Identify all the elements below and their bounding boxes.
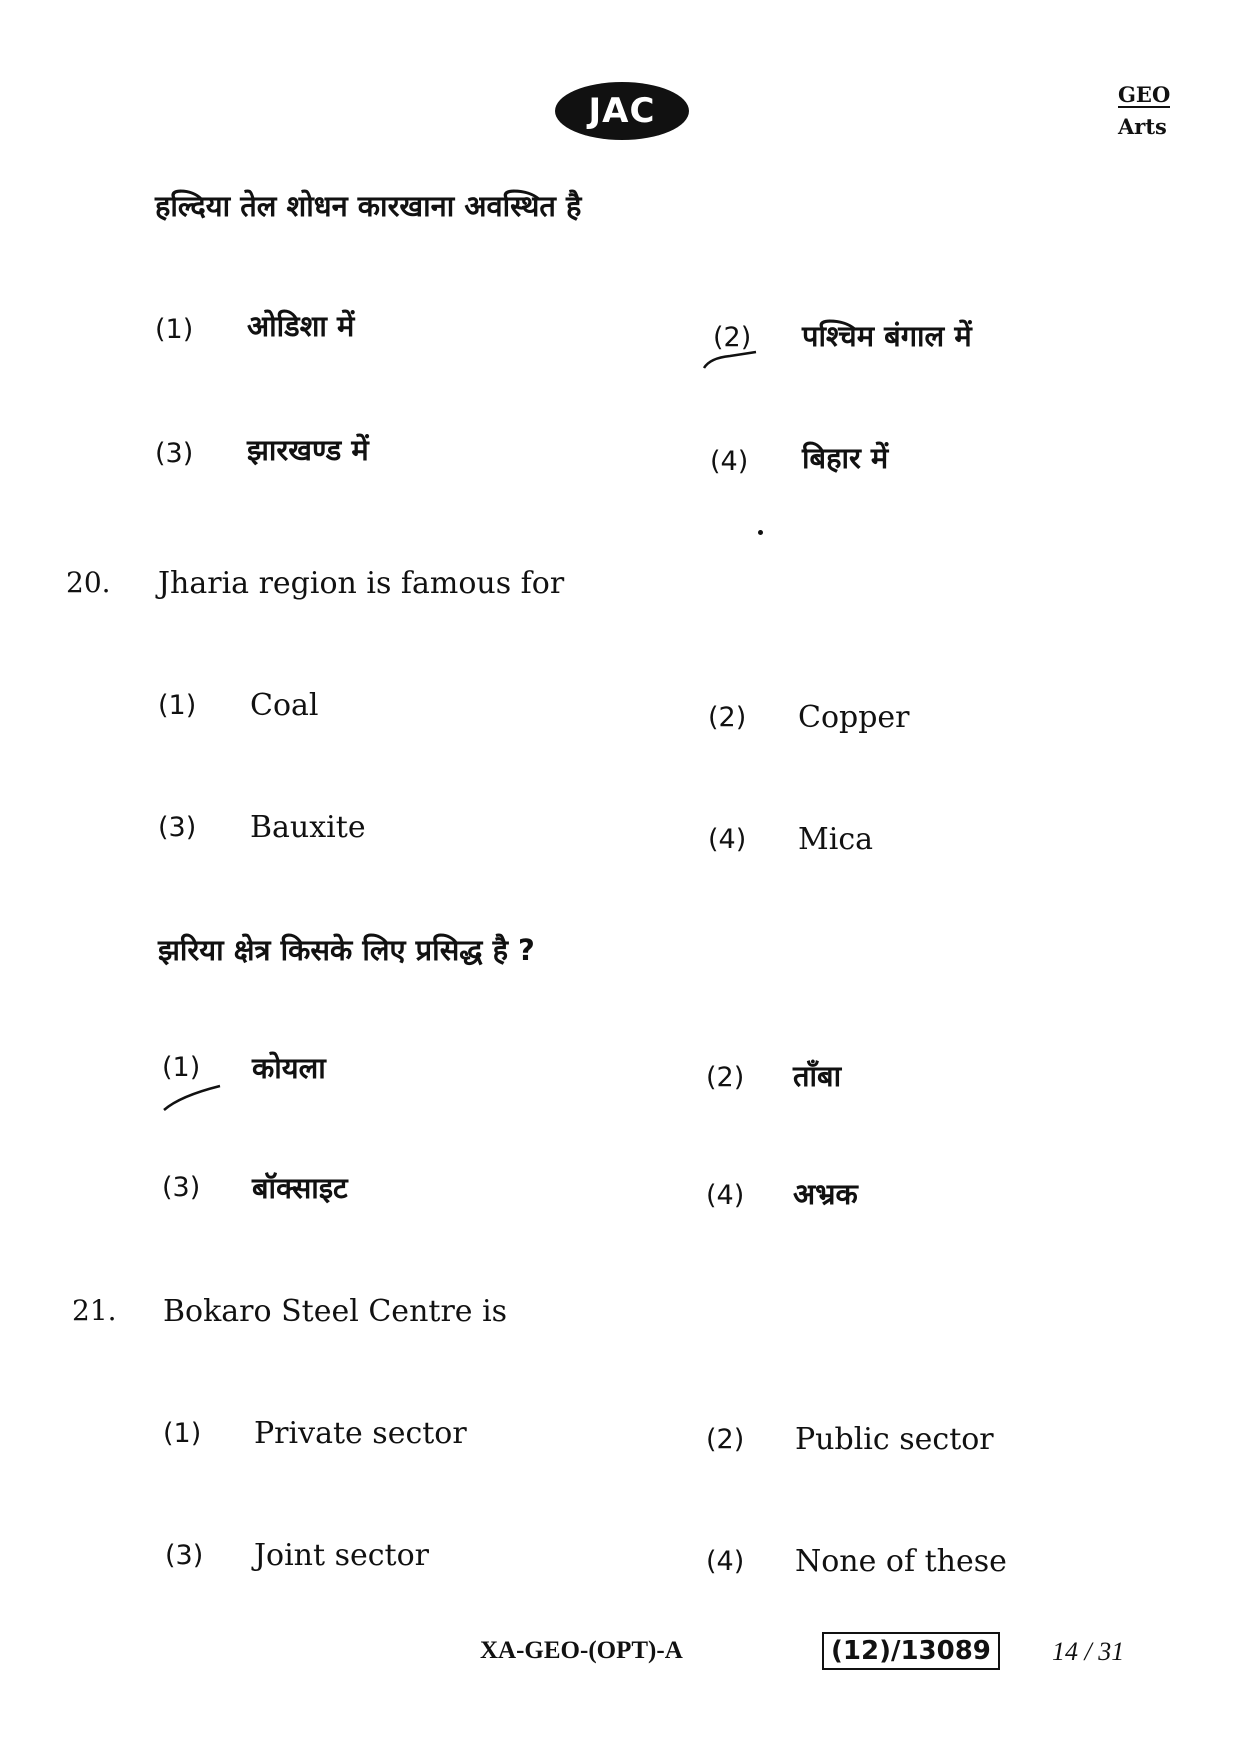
q19-option-1-number: (1) [155, 314, 194, 345]
subject-tag: GEO [1118, 82, 1171, 107]
q20-option-1-number: (1) [158, 690, 197, 721]
answer-tick-mark [160, 1080, 224, 1114]
q20-option-1-text: Coal [250, 688, 319, 723]
q20-option-4-text: Mica [798, 822, 873, 857]
q19-option-3-text: झारखण्ड में [247, 433, 369, 467]
q20-hindi-stem: झरिया क्षेत्र किसके लिए प्रसिद्ध है ? [158, 933, 535, 967]
page-number: 14 / 31 [1052, 1637, 1125, 1666]
q19-hindi-stem: हल्दिया तेल शोधन कारखाना अवस्थित है [155, 189, 582, 223]
jac-logo [555, 82, 689, 140]
serial-number-box: (12)/13089 [822, 1632, 1000, 1670]
q21-option-3-text: Joint sector [254, 1538, 430, 1573]
q20-option-2-number: (2) [708, 702, 747, 733]
q19-option-4-text: बिहार में [802, 441, 889, 475]
q20-hindi-option-2-number: (2) [706, 1062, 745, 1093]
q20-stem: Jharia region is famous for [158, 566, 565, 601]
paper-code: XA-GEO-(OPT)-A [480, 1637, 683, 1664]
q21-number: 21. [72, 1294, 117, 1327]
q21-option-4-text: None of these [795, 1544, 1007, 1579]
q20-hindi-option-4-text: अभ्रक [793, 1177, 858, 1211]
q19-option-2-text: पश्चिम बंगाल में [802, 319, 972, 353]
logo-text: JAC [588, 91, 656, 131]
q20-hindi-option-4-number: (4) [706, 1180, 745, 1211]
q20-option-2-text: Copper [798, 700, 910, 735]
stream-tag: Arts [1118, 114, 1167, 139]
q21-option-1-number: (1) [163, 1418, 202, 1449]
q20-option-3-number: (3) [158, 812, 197, 843]
q21-option-4-number: (4) [706, 1546, 745, 1577]
q20-number: 20. [66, 566, 111, 599]
q19-option-4-number: (4) [710, 446, 749, 477]
q19-option-1-text: ओडिशा में [247, 309, 355, 343]
q20-hindi-option-3-number: (3) [162, 1172, 201, 1203]
stray-dot [758, 530, 763, 535]
q21-option-2-number: (2) [706, 1424, 745, 1455]
q21-option-3-number: (3) [165, 1540, 204, 1571]
answer-tick-mark [700, 340, 760, 372]
q21-option-1-text: Private sector [254, 1416, 467, 1451]
q20-hindi-option-1-text: कोयला [252, 1051, 326, 1085]
q20-hindi-option-3-text: बॉक्साइट [252, 1171, 348, 1205]
q20-hindi-option-1-number: (1) [162, 1052, 201, 1083]
q20-hindi-option-2-text: ताँबा [793, 1059, 842, 1093]
q19-option-3-number: (3) [155, 438, 194, 469]
q21-option-2-text: Public sector [795, 1422, 994, 1457]
q21-stem: Bokaro Steel Centre is [163, 1294, 508, 1329]
q20-option-4-number: (4) [708, 824, 747, 855]
q20-option-3-text: Bauxite [250, 810, 366, 845]
q19-option-2-number: (2) [713, 322, 752, 353]
